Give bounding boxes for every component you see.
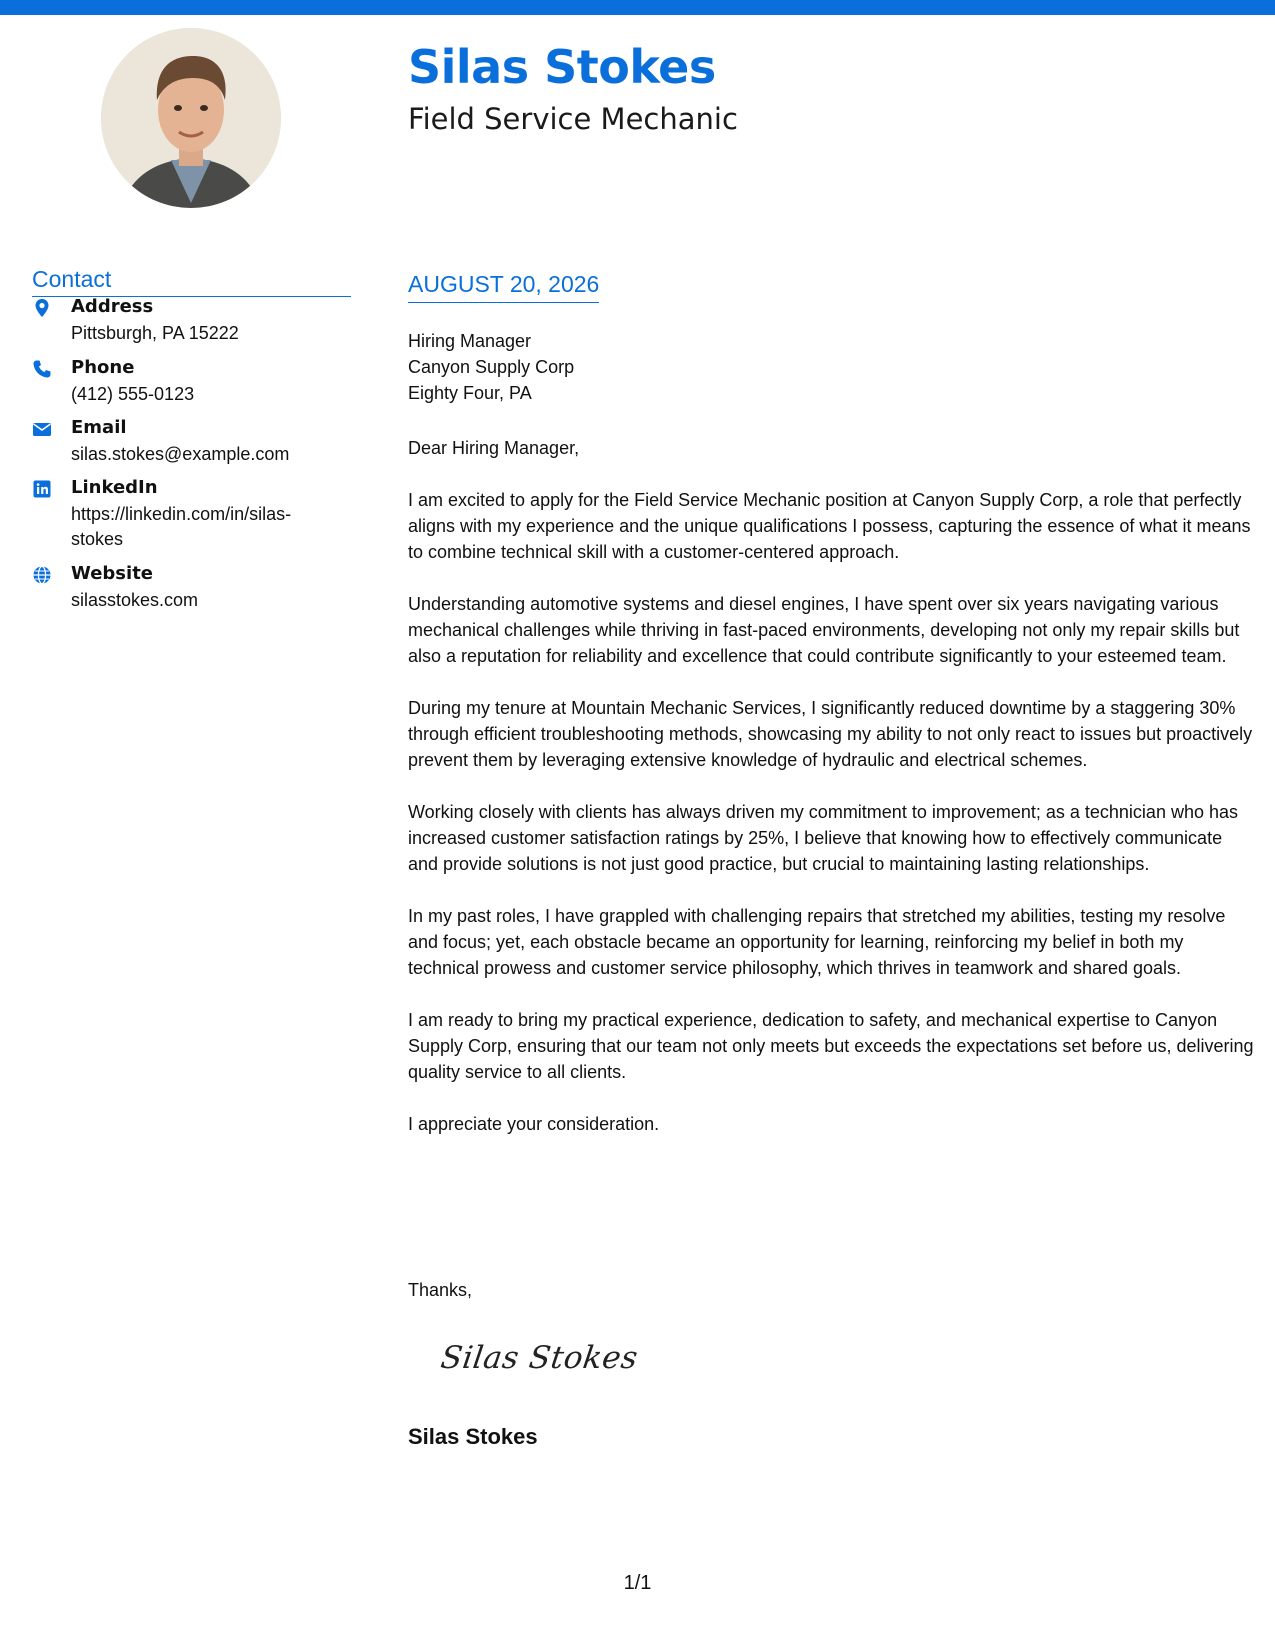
signer-name: Silas Stokes xyxy=(408,1424,538,1449)
linkedin-icon xyxy=(32,479,54,501)
envelope-icon xyxy=(32,419,54,441)
contact-value: https://linkedin.com/in/silas-stokes xyxy=(71,504,292,549)
letter-paragraph: I appreciate your consideration. xyxy=(408,1114,660,1134)
closing: Thanks, xyxy=(408,1280,473,1300)
recipient-line: Canyon Supply Corp xyxy=(408,357,575,377)
letter-paragraph: In my past roles, I have grappled with challenging repairs that stretched my abilities, testing my resolve and focus; yet, each obstacle became an opportunity for learning, reinforcing my belief in both my technical prowess and customer service philosophy, which thrives in teamwork and shared goals. xyxy=(408,906,1226,978)
top-accent-bar xyxy=(0,0,1275,15)
contact-value: (412) 555-0123 xyxy=(71,384,195,404)
job-title: Field Service Mechanic xyxy=(408,102,738,136)
contact-value: Pittsburgh, PA 15222 xyxy=(71,323,239,343)
map-pin-icon xyxy=(32,298,54,320)
page-number: 1/1 xyxy=(623,1572,652,1594)
contact-value: silasstokes.com xyxy=(71,590,199,610)
letter-paragraph: During my tenure at Mountain Mechanic Services, I significantly reduced downtime by a staggering 30% through efficient troubleshooting methods, showcasing my ability to not only react to issues but proactively prevent them by leveraging extensive knowledge of hydraulic and electrical schemes. xyxy=(408,698,1253,770)
portrait-illustration xyxy=(101,28,281,208)
letter-paragraph: Working closely with clients has always driven my commitment to improvement; as a technician who has increased customer satisfaction ratings by 25%, I believe that knowing how to effectively communicate and provide solutions is not just good practice, but crucial to maintaining lasting relationships. xyxy=(408,802,1238,874)
contact-label: Phone xyxy=(71,357,135,378)
profile-photo xyxy=(101,28,281,208)
globe-icon xyxy=(32,565,54,587)
contact-heading: Contact xyxy=(32,266,351,297)
recipient-line: Eighty Four, PA xyxy=(408,383,532,403)
contact-label: Email xyxy=(71,417,127,438)
contact-label: Address xyxy=(71,296,154,317)
contact-label: Website xyxy=(71,563,154,584)
salutation: Dear Hiring Manager, xyxy=(408,438,580,458)
phone-icon xyxy=(32,359,54,381)
contact-value: silas.stokes@example.com xyxy=(71,444,290,464)
letter-paragraph: I am ready to bring my practical experience, dedication to safety, and mechanical expertise to Canyon Supply Corp, ensuring that our team not only meets but exceeds the expectations set before us, delivering quality service to all clients. xyxy=(408,1010,1254,1082)
applicant-name: Silas Stokes xyxy=(408,40,716,94)
contact-label: LinkedIn xyxy=(71,477,158,498)
letter-date: AUGUST 20, 2026 xyxy=(408,271,599,303)
letter-paragraph: Understanding automotive systems and diesel engines, I have spent over six years navigating various mechanical challenges while thriving in fast-paced environments, developing not only my repair skills but also a reputation for reliability and excellence that could contribute significantly to your esteemed team. xyxy=(408,594,1240,666)
recipient-block xyxy=(408,328,574,406)
letter-body xyxy=(408,435,1255,1163)
recipient-line: Hiring Manager xyxy=(408,331,532,351)
handwritten-signature: Silas Stokes xyxy=(438,1340,641,1376)
letter-paragraph: I am excited to apply for the Field Service Mechanic position at Canyon Supply Corp, a role that perfectly aligns with my experience and the unique qualifications I possess, capturing the essence of what it means to combine technical skill with a customer-centered approach. xyxy=(408,490,1251,562)
